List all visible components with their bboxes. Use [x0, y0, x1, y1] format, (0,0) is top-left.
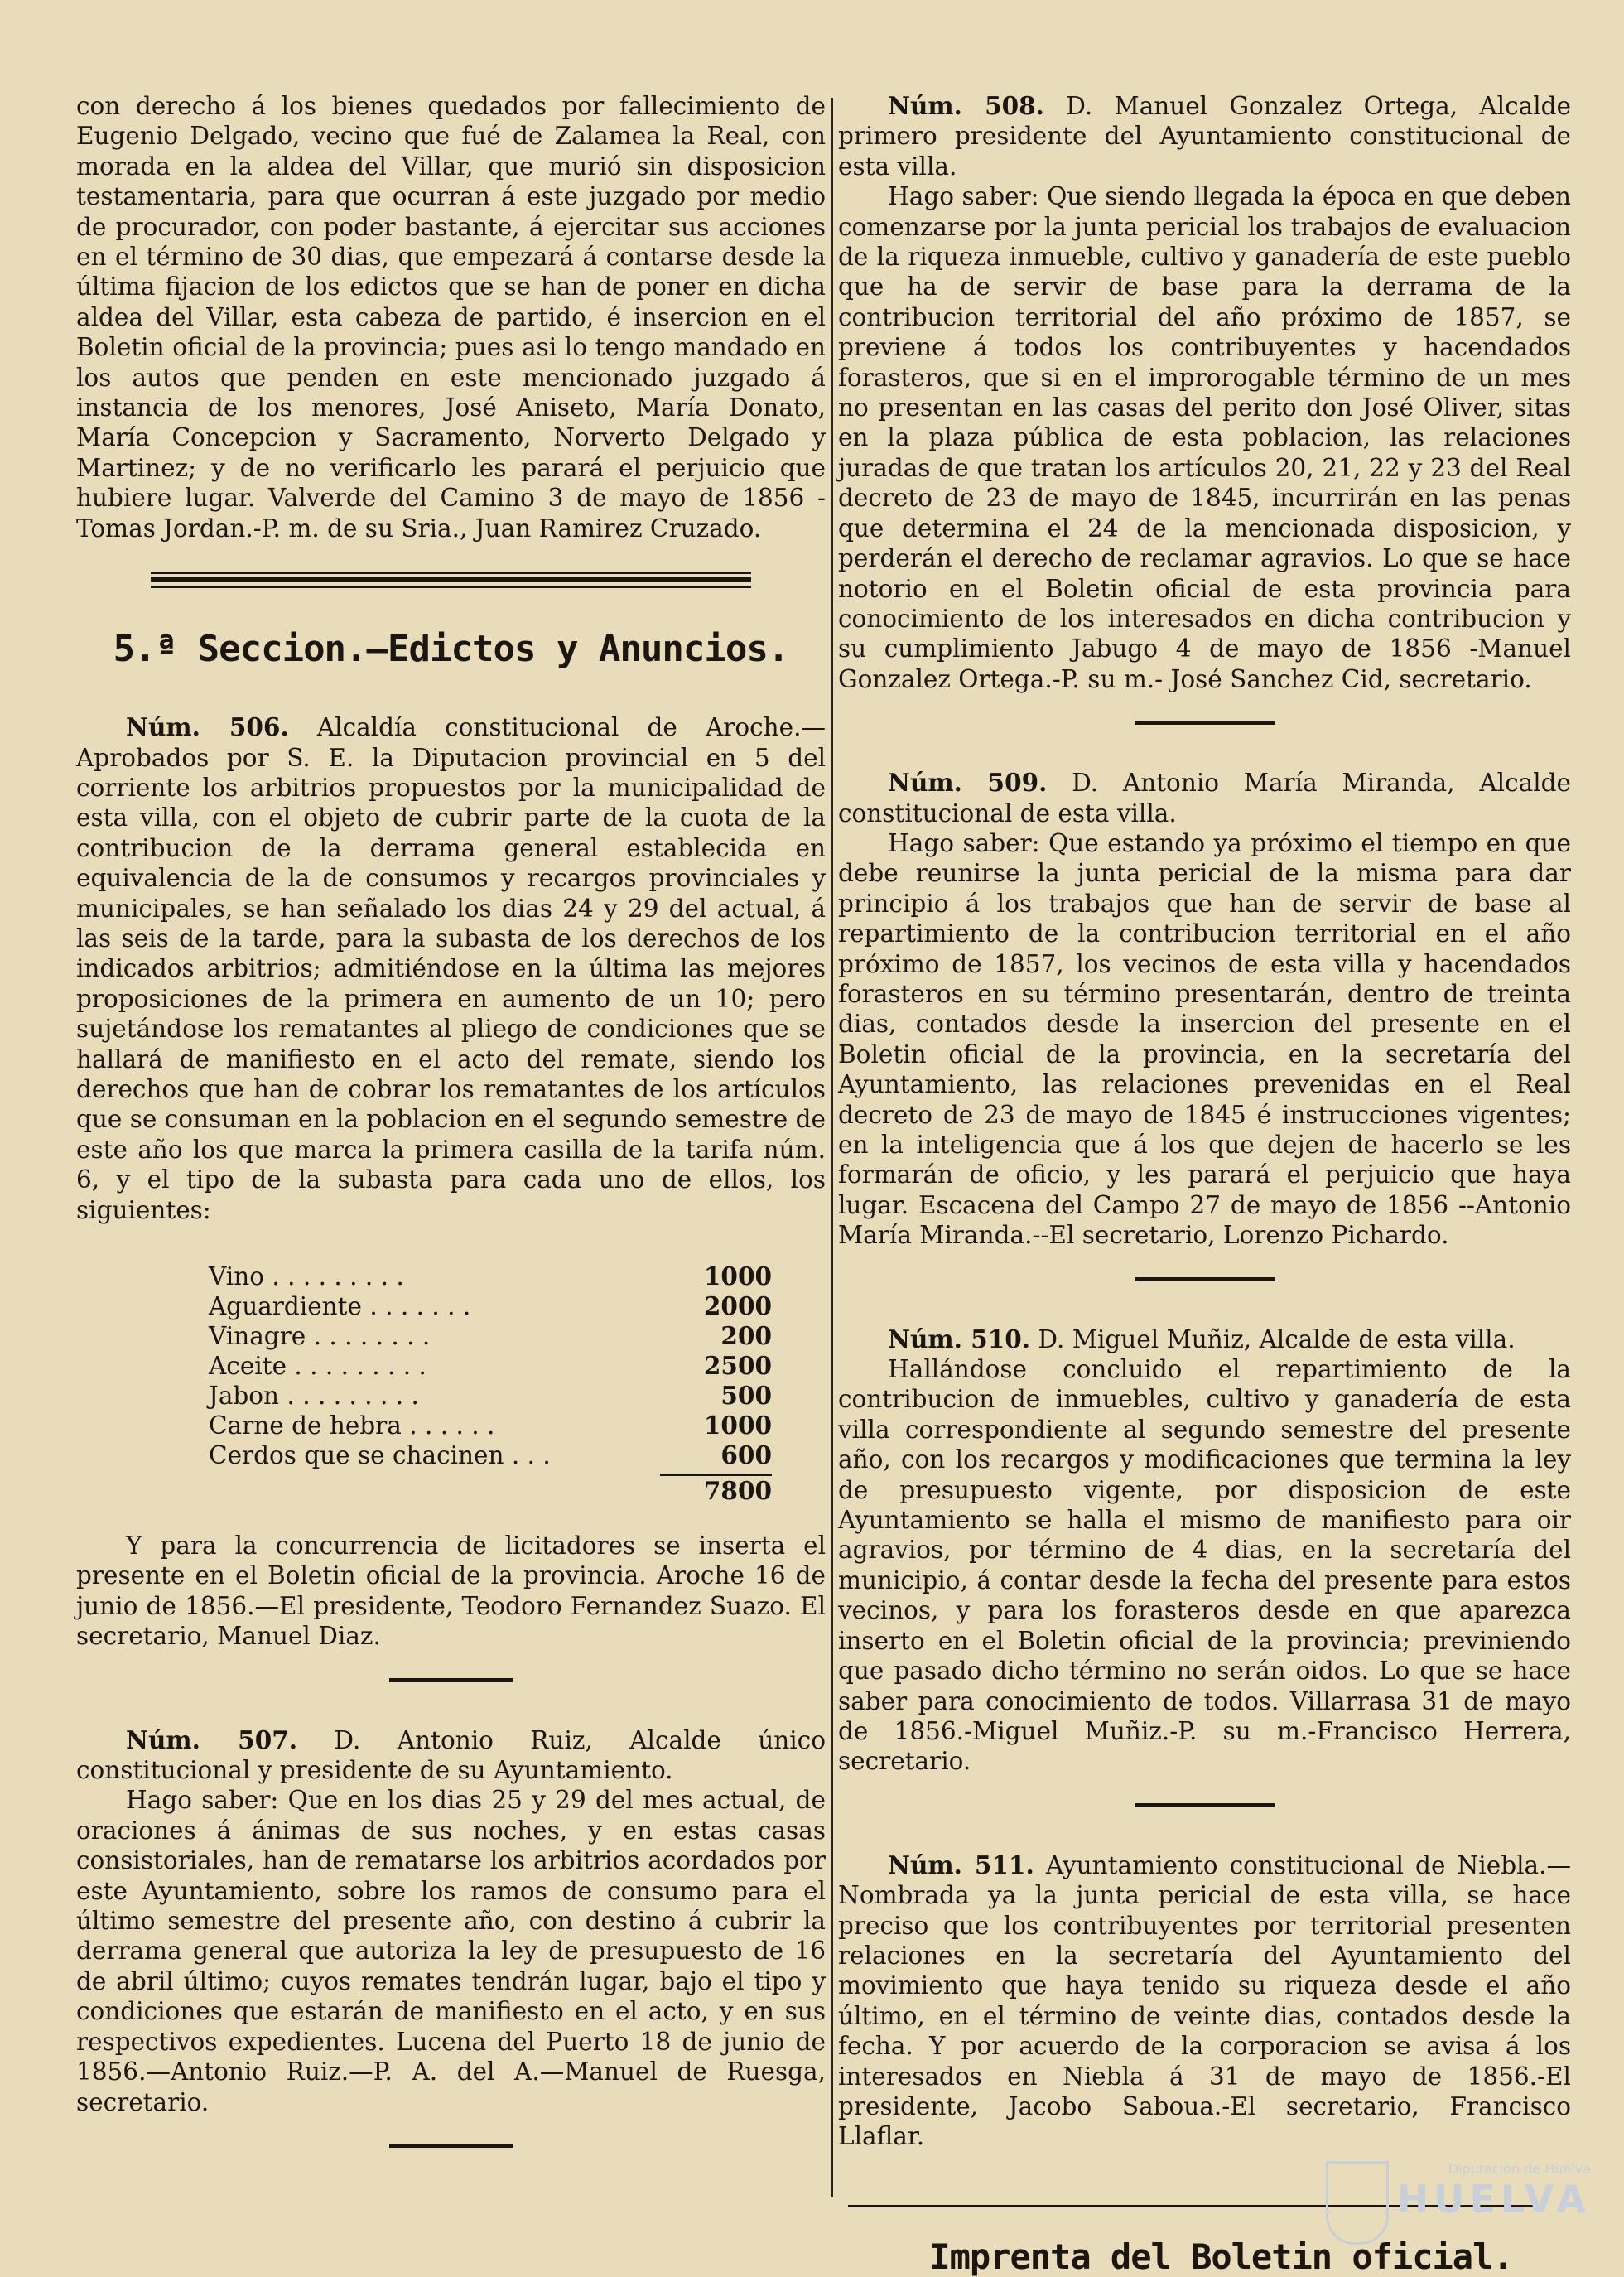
notice-separator	[389, 1678, 513, 1682]
archive-watermark	[1318, 2161, 1591, 2244]
tariff-dots: . . . . . . . . .	[272, 1262, 404, 1290]
tariff-row	[209, 1262, 772, 1291]
notice-509	[838, 768, 1571, 1251]
notice-507-number: Núm. 507.	[126, 1725, 298, 1754]
tariff-value: 500	[720, 1381, 772, 1410]
tariff-dots: . . . . . . . .	[313, 1322, 431, 1350]
watermark-label: HUELVA	[1396, 2177, 1591, 2222]
tariff-item: Jabon	[209, 1382, 280, 1410]
notice-506-text: Alcaldía constitucional de Aroche.—Aprobados por S. E. la Diputacion provincial en 5 del corriente los arbitrios propuestos por la municipalidad de esta villa, con el objeto de cubrir parte de la cuota de la contribucion de la derrama general establecida en equivalencia de la de consumos y recargos provinciales y municipales, se han señalado los dias 24 y 29 del actual, á las seis de la tarde, para la subasta de los derechos de los indicados arbitrios; admitiéndose en la última las mejores proposiciones de la primera en aumento de un 10; pero sujetándose los rematantes al pliego de condiciones que se hallará de manifiesto en el acto del remate, siendo los derechos que han de cobrar los rematantes de los artículos que se consuman en la poblacion en el segundo semestre de este año los que marca la primera casilla de la tarifa núm. 6, y el tipo de la subasta para cada uno de ellos, los siguientes:	[76, 713, 826, 1224]
tariff-dots: . . . . . .	[409, 1411, 495, 1440]
section-title: 5.ª Seccion.—Edictos y Anuncios.	[113, 628, 789, 671]
notice-separator	[1135, 1277, 1275, 1281]
notice-506-number: Núm. 506.	[126, 712, 289, 742]
tariff-row	[209, 1321, 772, 1351]
tariff-item: Aceite	[209, 1352, 287, 1380]
opening-paragraph: con derecho á los bienes quedados por fallecimiento de Eugenio Delgado, vecino que fué de Zalamea la Real, con morada en la aldea del Villar, que murió sin disposicion testamentaria, para que ocurran á este juzgado por medio de procurador, con poder bastante, á ejercitar sus acciones en el término de 30 dias, que empezará á contarse desde la última fijacion de los edictos que se han de poner en dicha aldea del Villar, esta cabeza de partido, é insercion en el Boletin oficial de la provincia; pues asi lo tengo mandado en los autos que penden en este mencionado juzgado á instancia de los menores, José Aniseto, María Donato, María Concepcion y Sacramento, Norverto Delgado y Martinez; y de no verificarlo les parará el perjuicio que hubiere lugar. Valverde del Camino 3 de mayo de 1856 -Tomas Jordan.-P. m. de su Sria., Juan Ramirez Cruzado.	[76, 92, 826, 543]
notice-separator	[389, 2144, 513, 2148]
tariff-item: Carne de hebra	[209, 1411, 402, 1440]
notice-507-text: Hago saber: Que en los dias 25 y 29 del mes actual, de oraciones á ánimas de sus noches, y en estas casas consistoriales, han de rematarse los arbitrios acordados por este Ayuntamiento, sobre los ramos de consumo para el último semestre del presente año, con destino á cubrir la derrama general que autoriza la ley de presupuesto de 16 de abril último; cuyos remates tendrán lugar, bajo el tipo y condiciones que estarán de manifiesto en el acto, y en sus respectivos expedientes. Lucena del Puerto 18 de junio de 1856.—Antonio Ruiz.—P. A. del A.—Manuel de Ruesga, secretario.	[76, 1786, 826, 2116]
notice-509-text: Hago saber: Que estando ya próximo el tiempo en que debe reunirse la junta pericial de la misma para dar principio á los trabajos que han de servir de base al repartimiento de la contribucion territorial en el año próximo de 1857, los vecinos de esta villa y hacendados forasteros en su término presentarán, dentro de treinta dias, contados desde la insercion del presente en el Boletin oficial de la provincia, en la secretaría del Ayuntamiento, las relaciones prevenidas en el Real decreto de 23 de mayo de 1845 é instrucciones vigentes; en la inteligencia que á los que dejen de hacerlo se les formarán de oficio, y les parará el perjuicio que haya lugar. Escacena del Campo 27 de mayo de 1856 --Antonio María Miranda.--El secretario, Lorenzo Pichardo.	[838, 828, 1571, 1250]
tariff-dots: . . . . . . . . .	[294, 1352, 426, 1380]
notice-508-number: Núm. 508.	[888, 91, 1044, 120]
tariff-dots: . . . . . . .	[369, 1292, 471, 1320]
tariff-value: 600	[720, 1440, 772, 1469]
notice-510-text: Hallándose concluido el repartimiento de la contribucion de inmuebles, cultivo y ganadería de esta villa correspondiente al segundo semestre del presente año, con los recargos y modificaciones que termina la ley de presupuesto vigente, por disposicion de este Ayuntamiento se halla el mismo de manifiesto para oir agravios, por término de 4 dias, en la secretaría del municipio, á contar desde la fecha del presente para estos vecinos, y para los forasteros desde en que aparezca inserto en el Boletin oficial de la provincia; previniendo que pasado dicho término no serán oidos. Lo que se hace saber para conocimiento de todos. Villarrasa 31 de mayo de 1856.-Miguel Muñiz.-P. su m.-Francisco Herrera, secretario.	[838, 1355, 1571, 1776]
tariff-row	[209, 1381, 772, 1411]
tariff-row	[209, 1411, 772, 1440]
notice-511	[838, 1850, 1571, 2152]
tariff-total: 7800	[703, 1476, 772, 1505]
notice-507-header: D. Antonio Ruiz, Alcalde único constitucional y presidente de su Ayuntamiento.	[76, 1725, 826, 1785]
notice-509-header: D. Antonio María Miranda, Alcalde constitucional de esta villa.	[838, 769, 1571, 827]
notice-510-header: D. Miguel Muñiz, Alcalde de esta villa.	[1038, 1324, 1516, 1353]
tariff-row	[209, 1291, 772, 1321]
section-rule	[151, 572, 751, 588]
notice-508-header: D. Manuel Gonzalez Ortega, Alcalde primero presidente del Ayuntamiento constitucional de esta villa.	[838, 92, 1571, 181]
tariff-value: 1000	[703, 1411, 772, 1440]
notice-510	[838, 1324, 1571, 1777]
tariff-dots: . . .	[511, 1441, 551, 1469]
tariff-table	[209, 1262, 772, 1506]
tariff-value: 2500	[703, 1351, 772, 1380]
tariff-item: Aguardiente	[209, 1292, 362, 1320]
tariff-value: 200	[720, 1321, 772, 1350]
watermark-sublabel: Diputación de Huelva	[1448, 2161, 1591, 2177]
tariff-item: Cerdos que se chacinen	[209, 1441, 504, 1469]
tariff-item: Vino	[209, 1262, 264, 1290]
notice-511-number: Núm. 511.	[888, 1850, 1034, 1879]
notice-508-text: Hago saber: Que siendo llegada la época en que deben comenzarse por la junta pericial los trabajos de evaluacion de la riqueza inmueble, cultivo y ganadería de este pueblo que ha de servir de base para la derrama de la contribucion territorial del año próximo de 1857, se previene á todos los contribuyentes y hacendados forasteros, que si en el improrogable término de un mes no presentan en las casas del perito don José Oliver, sitas en la plaza pública de esta poblacion, las relaciones juradas de que tratan los artículos 20, 21, 22 y 23 del Real decreto de 23 de mayo de 1845, incurrirán en las penas que determina el 24 de la mencionada disposicion, y perderán el derecho de reclamar agravios. Lo que se hace notorio en el Boletin oficial de esta provincia para conocimiento de los interesados en dicha contribucion y su cumplimiento Jabugo 4 de mayo de 1856 -Manuel Gonzalez Ortega.-P. su m.- José Sanchez Cid, secretario.	[838, 182, 1571, 693]
notice-511-text: Ayuntamiento constitucional de Niebla.—Nombrada ya la junta pericial de esta villa, se hace preciso que los contribuyentes por territorial presenten relaciones en la secretaría del Ayuntamiento del movimiento que haya tenido su riqueza desde el año último, en el término de veinte dias, contados desde la fecha. Y por acuerdo de la corporacion se avisa á los interesados en Niebla á 31 de mayo de 1856.-El presidente, Jacobo Saboua.-El secretario, Francisco Llaflar.	[838, 1850, 1571, 2151]
notice-509-number: Núm. 509.	[888, 768, 1048, 798]
notice-506-closing: Y para la concurrencia de licitadores se inserta el presente en el Boletin oficial de la provincia. Aroche 16 de junio de 1856.—El presidente, Teodoro Fernandez Suazo. El secretario, Manuel Diaz.	[76, 1532, 826, 1651]
notice-507	[76, 1725, 826, 2117]
tariff-item: Vinagre	[209, 1322, 306, 1350]
tariff-value: 2000	[703, 1291, 772, 1320]
notice-separator	[1135, 721, 1275, 725]
column-divider	[831, 98, 833, 2197]
notice-508	[838, 91, 1571, 694]
right-column	[838, 91, 1571, 2277]
tariff-value: 1000	[703, 1262, 772, 1290]
notice-510-number: Núm. 510.	[888, 1324, 1031, 1353]
tariff-dots: . . . . . . . . .	[287, 1382, 419, 1410]
crest-icon	[1326, 2161, 1389, 2245]
left-column	[76, 91, 826, 2191]
notice-separator	[1135, 1803, 1275, 1807]
tariff-row	[209, 1351, 772, 1381]
notice-506	[76, 712, 826, 1652]
tariff-row	[209, 1440, 772, 1470]
imprint: Imprenta del Boletin oficial.	[929, 2236, 1513, 2277]
